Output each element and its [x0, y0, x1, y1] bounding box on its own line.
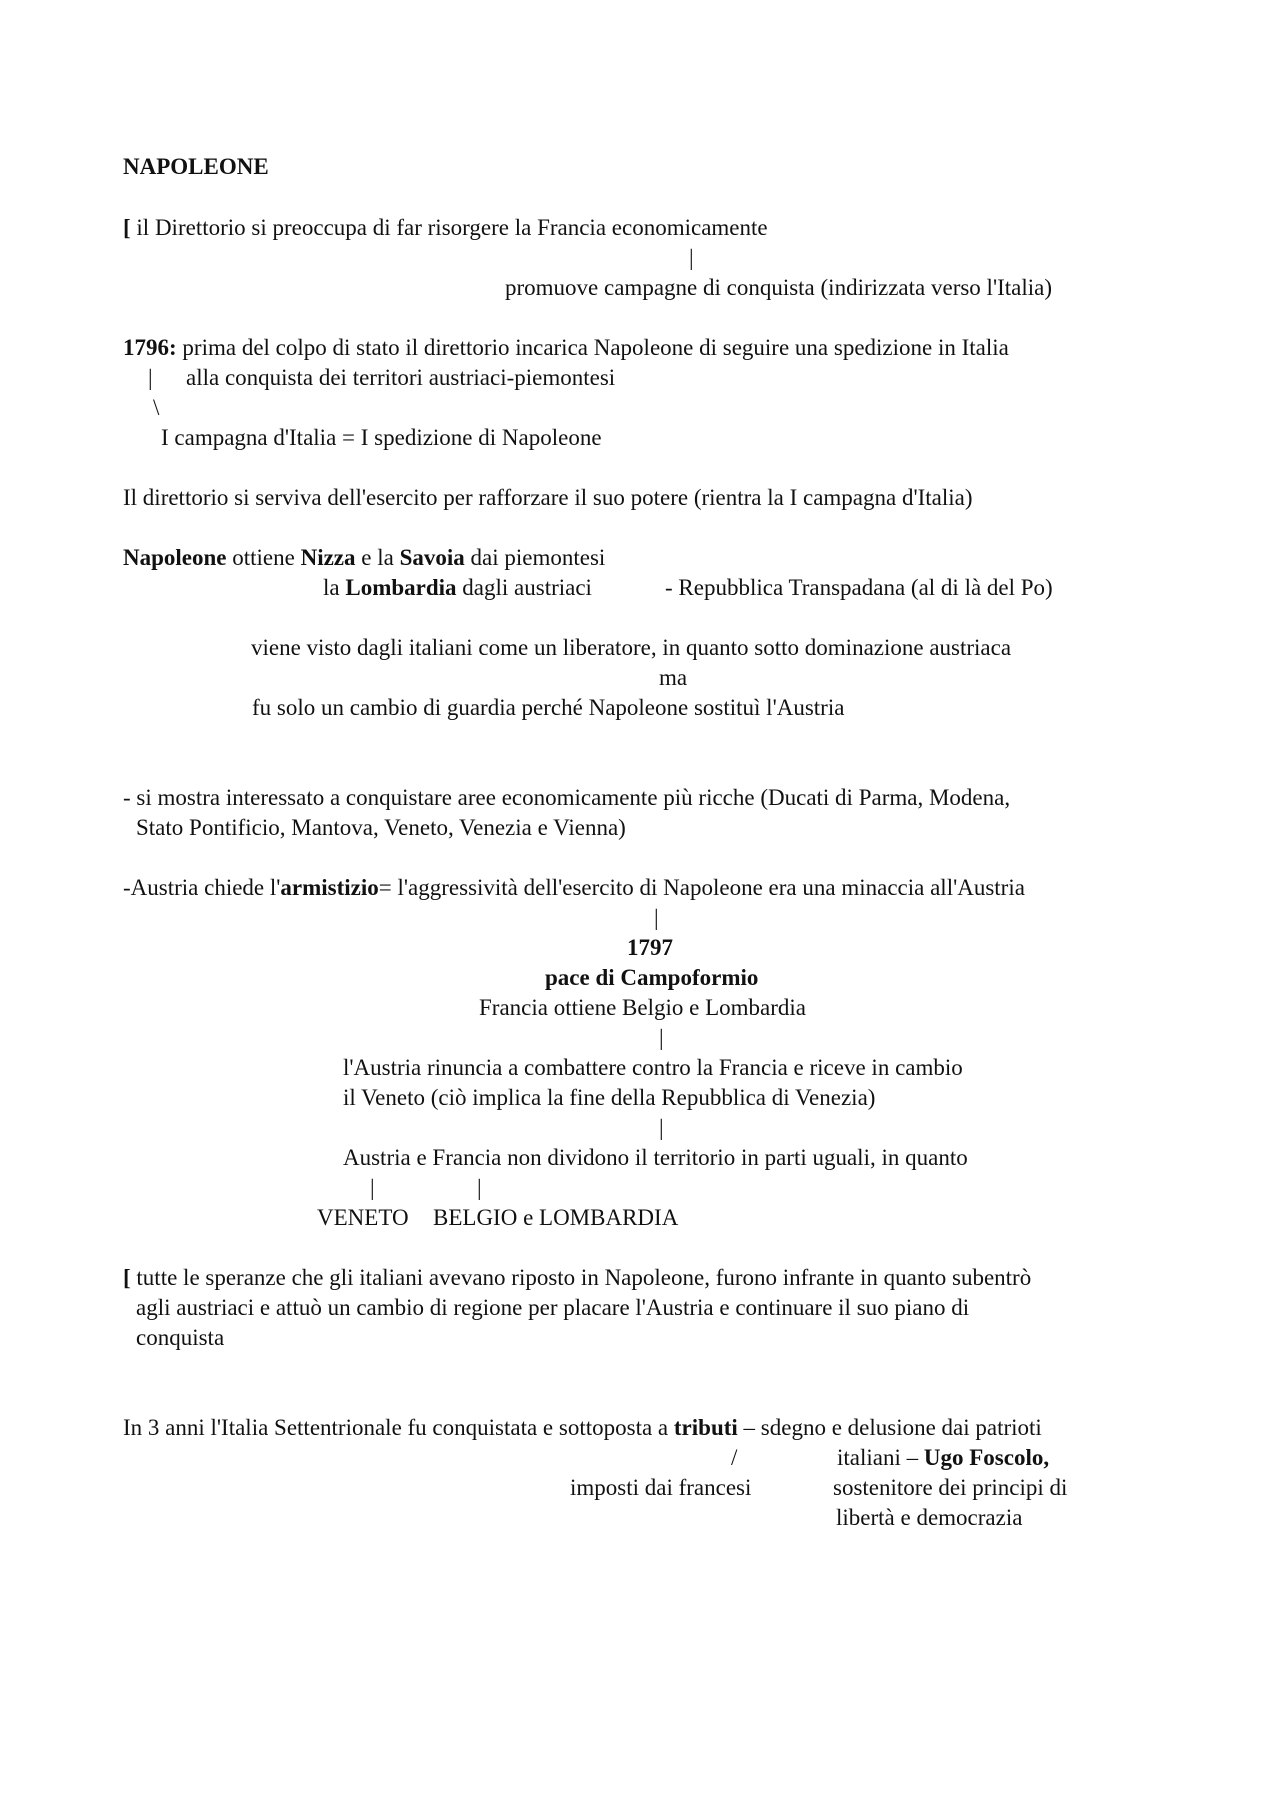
- campoformio-title: pace di Campoformio: [545, 965, 759, 990]
- year-1796-result: I campagna d'Italia = I spedizione di Napoleone: [161, 425, 602, 450]
- campoformio-connector-3a: |: [370, 1175, 375, 1200]
- liberator-line-1: viene visto dagli italiani come un liberatore, in quanto sotto dominazione austriaca: [251, 635, 1012, 660]
- armistice-line: -Austria chiede l'armistizio= l'aggressività dell'esercito di Napoleone era una minaccia all'Austria: [123, 875, 1025, 900]
- interests-line-1: - si mostra interessato a conquistare aree economicamente più ricche (Ducati di Parma, Modena,: [123, 785, 1011, 810]
- liberator-ma: ma: [659, 665, 688, 690]
- tributes-liberta: libertà e democrazia: [836, 1505, 1023, 1530]
- intro-connector: |: [689, 245, 694, 270]
- campoformio-line-3: Austria e Francia non dividono il territorio in parti uguali, in quanto: [343, 1145, 968, 1170]
- bracket-marker: [: [123, 1265, 131, 1290]
- page-title: NAPOLEONE: [123, 154, 269, 179]
- campoformio-connector-3b: |: [477, 1175, 482, 1200]
- campoformio-line-1: l'Austria rinuncia a combattere contro la Francia e riceve in cambio: [343, 1055, 963, 1080]
- tributes-sostenitore: sostenitore dei principi di: [833, 1475, 1068, 1500]
- napoleone-gains-line: Napoleone ottiene Nizza e la Savoia dai piemontesi: [123, 545, 606, 570]
- campoformio-line-2: il Veneto (ciò implica la fine della Repubblica di Venezia): [343, 1085, 876, 1110]
- campoformio-connector-2: |: [659, 1115, 664, 1140]
- tributes-italiani: italiani – Ugo Foscolo,: [837, 1445, 1050, 1470]
- tributes-line-1: In 3 anni l'Italia Settentrionale fu conquistata e sottoposta a tributi – sdegno e delusione dai patrioti: [123, 1415, 1042, 1440]
- bracket-marker: [: [123, 215, 131, 240]
- liberator-line-2: fu solo un cambio di guardia perché Napoleone sostituì l'Austria: [252, 695, 845, 720]
- year-1796-connector-1: |: [148, 365, 153, 390]
- year-1796-cont: alla conquista dei territori austriaci-piemontesi: [186, 365, 616, 390]
- hopes-line-3: conquista: [136, 1325, 225, 1350]
- campoformio-year: 1797: [627, 935, 673, 960]
- tributes-slash: /: [731, 1445, 738, 1470]
- year-1796-connector-2: \: [153, 395, 160, 420]
- year-1796-label: 1796:: [123, 335, 177, 360]
- hopes-line-2: agli austriaci e attuò un cambio di regione per placare l'Austria e continuare il suo piano di: [136, 1295, 970, 1320]
- campoformio-veneto: VENETO: [317, 1205, 409, 1230]
- armistice-connector: |: [654, 905, 659, 930]
- campoformio-connector-1: |: [659, 1025, 664, 1050]
- tributes-imposed: imposti dai francesi: [570, 1475, 752, 1500]
- year-1796-line: 1796: prima del colpo di stato il direttorio incarica Napoleone di seguire una spedizione in Italia: [123, 335, 1009, 360]
- intro-line-1: [ il Direttorio si preoccupa di far risorgere la Francia economicamente: [123, 215, 768, 240]
- lombardia-line: la Lombardia dagli austriaci: [323, 575, 592, 600]
- intro-line-2: promuove campagne di conquista (indirizzata verso l'Italia): [505, 275, 1052, 300]
- repubblica-transpadana: - Repubblica Transpadana (al di là del Po): [665, 575, 1053, 600]
- direttorio-line: Il direttorio si serviva dell'esercito per rafforzare il suo potere (rientra la I campagna d'Italia): [123, 485, 973, 510]
- hopes-line-1: [ tutte le speranze che gli italiani avevano riposto in Napoleone, furono infrante in quanto subentrò: [123, 1265, 1032, 1290]
- campoformio-belgio-lombardia: BELGIO e LOMBARDIA: [433, 1205, 679, 1230]
- interests-line-2: Stato Pontificio, Mantova, Veneto, Venezia e Vienna): [136, 815, 626, 840]
- campoformio-gain: Francia ottiene Belgio e Lombardia: [479, 995, 806, 1020]
